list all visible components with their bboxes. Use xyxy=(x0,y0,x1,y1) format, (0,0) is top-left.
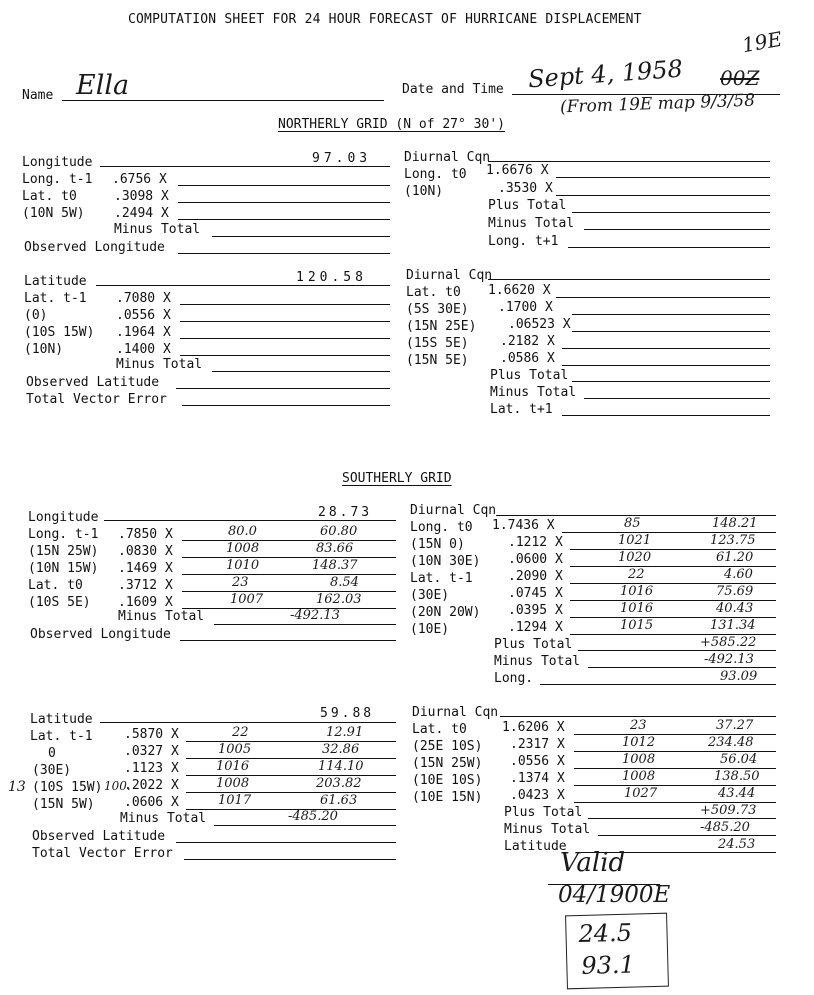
n-lat-row-1-label: (0) xyxy=(24,308,48,323)
s-lat-row-1-label: 0 xyxy=(48,746,56,761)
n-lat-observed: Observed Latitude xyxy=(26,375,160,390)
s-latd-row-0-label: Lat. t0 xyxy=(412,722,467,737)
s-latd-result: Latitude xyxy=(504,839,567,854)
name-value: Ella xyxy=(76,70,130,101)
s-latd-line-0 xyxy=(500,716,776,717)
n-lat-constant: 120.58 xyxy=(296,270,367,285)
n-lat-minus-total: Minus Total xyxy=(116,357,203,372)
s-lon-row-1-product: 83.66 xyxy=(316,541,354,556)
n-lat-error-line xyxy=(182,405,390,406)
s-latd-row-2-label: (15N 25W) xyxy=(412,756,483,771)
n-lond-result-line xyxy=(568,247,770,248)
s-lond-row-6-input: 1015 xyxy=(620,618,654,633)
s-lon-row-0-line xyxy=(182,540,396,541)
n-lon-label: Longitude xyxy=(22,155,93,170)
s-lat-line-0 xyxy=(100,722,396,723)
s-lond-row-2-product: 61.20 xyxy=(716,550,754,565)
s-lat-minus-total: Minus Total xyxy=(120,811,207,826)
s-lon-row-1-coef: .0830 X xyxy=(118,544,173,559)
sheet-title: COMPUTATION SHEET FOR 24 HOUR FORECAST OF HURRICANE DISPLACEMENT xyxy=(128,12,642,27)
s-latd-row-2-coef: .0556 X xyxy=(510,754,565,769)
s-lon-observed-line xyxy=(180,640,396,641)
s-lond-row-1-product: 123.75 xyxy=(710,533,756,548)
n-lond-plus-line xyxy=(572,212,770,213)
s-lat-row-3-label: (10S 15W) xyxy=(32,780,103,795)
n-lond-row-0-line xyxy=(556,177,770,178)
s-lon-row-1-input: 1008 xyxy=(226,541,260,556)
s-lat-row-2-product: 114.10 xyxy=(318,759,364,774)
n-latd-row-1-coef: .1700 X xyxy=(498,300,553,315)
n-latd-row-2-line xyxy=(572,331,770,332)
n-latd-row-3-label: (15S 5E) xyxy=(406,336,469,351)
n-lon-observed-line xyxy=(178,253,390,254)
n-lat-row-0-line xyxy=(180,304,390,305)
s-lat-row-0-label: Lat. t-1 xyxy=(30,729,93,744)
s-latd-result-value: 24.53 xyxy=(718,837,756,852)
s-latd-plus-line xyxy=(588,818,776,819)
s-lond-label: Diurnal Cqn xyxy=(410,503,497,518)
n-latd-line-0 xyxy=(488,279,770,280)
n-lat-line-0 xyxy=(96,285,390,286)
n-lon-constant: 97.03 xyxy=(312,151,372,166)
s-lond-row-6-product: 131.34 xyxy=(710,618,756,633)
time-correction: 19E xyxy=(740,26,784,58)
s-lon-row-0-coef: .7850 X xyxy=(118,527,173,542)
name-label: Name xyxy=(22,88,54,103)
s-latd-row-1-input: 1012 xyxy=(622,735,656,750)
date-label: Date and Time xyxy=(402,82,504,97)
time-value: 00Z xyxy=(720,66,760,90)
s-lond-plus-line xyxy=(578,650,776,651)
n-latd-row-2-coef: .06523 X xyxy=(508,317,571,332)
s-lond-row-5-input: 1016 xyxy=(620,601,654,616)
s-lat-row-2-label: (30E) xyxy=(32,763,72,778)
s-latd-row-4-coef: .0423 X xyxy=(510,788,565,803)
n-lond-minus-line xyxy=(584,229,770,230)
s-lon-row-2-product: 148.37 xyxy=(312,558,358,573)
s-lat-row-3-coef: .2022 X xyxy=(124,778,179,793)
n-lon-observed: Observed Longitude xyxy=(24,240,165,255)
n-latd-row-3-line xyxy=(562,348,770,349)
n-lond-minus-total: Minus Total xyxy=(488,216,575,231)
n-lon-minus-total: Minus Total xyxy=(114,222,201,237)
s-lond-row-1-label: (15N 0) xyxy=(410,537,465,552)
s-lond-result: Long. xyxy=(494,671,534,686)
n-lat-row-0-label: Lat. t-1 xyxy=(24,291,87,306)
s-lat-margin-100: 100. xyxy=(104,779,131,793)
s-lon-row-0-label: Long. t-1 xyxy=(28,527,99,542)
n-lat-error: Total Vector Error xyxy=(26,392,167,407)
s-lon-row-2-label: (10N 15W) xyxy=(28,561,99,576)
s-lond-row-0-product: 148.21 xyxy=(712,516,758,531)
n-latd-label: Diurnal Cqn xyxy=(406,268,493,283)
s-lon-label: Longitude xyxy=(28,510,99,525)
valid-lat: 24.5 xyxy=(578,918,633,948)
s-lon-row-1-line xyxy=(182,557,396,558)
n-lat-row-3-line xyxy=(180,355,390,356)
s-latd-row-4-product: 43.44 xyxy=(718,786,756,801)
s-lond-row-5-coef: .0395 X xyxy=(508,603,563,618)
n-latd-minus-total: Minus Total xyxy=(490,385,577,400)
n-latd-row-1-label: (5S 30E) xyxy=(406,302,469,317)
s-latd-row-0-input: 23 xyxy=(630,718,647,733)
s-latd-row-3-coef: .1374 X xyxy=(510,771,565,786)
n-lon-row-1-line xyxy=(178,202,390,203)
n-lond-row-1-label: (10N) xyxy=(404,184,444,199)
s-latd-row-0-coef: 1.6206 X xyxy=(502,720,565,735)
s-lond-row-6-label: (10E) xyxy=(410,622,450,637)
n-lond-row-0-label: Long. t0 xyxy=(404,167,467,182)
n-lond-row-0-coef: 1.6676 X xyxy=(486,163,549,178)
n-lat-row-3-label: (10N) xyxy=(24,342,64,357)
s-lat-row-0-product: 12.91 xyxy=(326,725,364,740)
n-lat-row-2-line xyxy=(180,338,390,339)
s-lon-row-2-line xyxy=(182,574,396,575)
s-lond-row-1-coef: .1212 X xyxy=(508,535,563,550)
s-lat-row-1-product: 32.86 xyxy=(322,742,360,757)
southerly-heading: SOUTHERLY GRID xyxy=(342,471,452,486)
s-lond-row-3-label: Lat. t-1 xyxy=(410,571,473,586)
n-latd-row-0-label: Lat. t0 xyxy=(406,285,461,300)
s-lon-row-3-product: 8.54 xyxy=(330,575,359,590)
s-lat-row-4-label: (15N 5W) xyxy=(32,797,95,812)
s-lat-row-4-coef: .0606 X xyxy=(124,795,179,810)
s-latd-row-2-product: 56.04 xyxy=(720,752,758,767)
valid-lon: 93.1 xyxy=(581,950,636,980)
s-latd-row-0-product: 37.27 xyxy=(716,718,754,733)
n-latd-result: Lat. t+1 xyxy=(490,402,553,417)
n-lat-minus-line xyxy=(212,371,390,372)
n-latd-minus-line xyxy=(584,398,770,399)
s-lat-observed-line xyxy=(176,842,396,843)
s-lat-row-4-product: 61.63 xyxy=(320,793,358,808)
n-latd-row-4-line xyxy=(562,365,770,366)
date-value: Sept 4, 1958 xyxy=(527,54,684,94)
n-lon-row-0-line xyxy=(178,185,390,186)
n-lond-plus-total: Plus Total xyxy=(488,198,567,213)
s-lat-minus-value: -485.20 xyxy=(288,809,338,824)
s-lond-result-line xyxy=(540,684,776,685)
s-lond-row-3-coef: .2090 X xyxy=(508,569,563,584)
s-lon-row-4-product: 162.03 xyxy=(316,592,362,607)
s-latd-row-3-label: (10E 10S) xyxy=(412,773,483,788)
s-lat-row-0-coef: .5870 X xyxy=(124,727,179,742)
n-lon-row-1-label: Lat. t0 xyxy=(22,189,77,204)
s-lond-row-2-input: 1020 xyxy=(618,550,652,565)
s-lon-constant: 28.73 xyxy=(318,505,373,520)
n-latd-row-1-line xyxy=(572,314,770,315)
s-lat-row-1-input: 1005 xyxy=(218,742,252,757)
s-lon-line-0 xyxy=(104,520,396,521)
n-lon-row-1-coef: .3098 X xyxy=(114,189,169,204)
s-lon-minus-line xyxy=(214,624,396,625)
n-lond-result: Long. t+1 xyxy=(488,234,559,249)
n-lon-row-2-label: (10N 5W) xyxy=(22,206,85,221)
s-lat-error-line xyxy=(184,859,396,860)
s-lond-row-5-product: 40.43 xyxy=(716,601,754,616)
s-lon-row-0-product: 60.80 xyxy=(320,524,358,539)
s-lon-row-3-line xyxy=(182,591,396,592)
n-latd-row-4-label: (15N 5E) xyxy=(406,353,469,368)
s-lon-row-2-coef: .1469 X xyxy=(118,561,173,576)
s-lat-observed: Observed Latitude xyxy=(32,829,166,844)
s-latd-row-4-label: (10E 15N) xyxy=(412,790,483,805)
s-lat-row-0-input: 22 xyxy=(232,725,249,740)
n-latd-row-3-coef: .2182 X xyxy=(500,334,555,349)
n-lon-row-2-line xyxy=(178,219,390,220)
n-lat-row-2-label: (10S 15W) xyxy=(24,325,95,340)
n-lon-minus-line xyxy=(212,236,390,237)
n-lon-row-0-coef: .6756 X xyxy=(112,172,167,187)
s-latd-row-3-product: 138.50 xyxy=(714,769,760,784)
s-lond-row-3-product: 4.60 xyxy=(724,567,753,582)
s-lond-plus-value: +585.22 xyxy=(700,635,757,650)
s-lat-row-3-product: 203.82 xyxy=(316,776,362,791)
n-lon-line-0 xyxy=(100,166,390,167)
s-lon-row-3-label: Lat. t0 xyxy=(28,578,83,593)
s-lond-row-4-input: 1016 xyxy=(620,584,654,599)
s-lon-row-0-input: 80.0 xyxy=(228,524,257,539)
s-lat-row-4-input: 1017 xyxy=(218,793,252,808)
s-latd-row-1-label: (25E 10S) xyxy=(412,739,483,754)
n-latd-result-line xyxy=(562,415,770,416)
s-latd-minus-total: Minus Total xyxy=(504,822,591,837)
valid-label: Valid xyxy=(560,848,626,878)
s-lond-row-1-input: 1021 xyxy=(618,533,652,548)
s-lon-row-3-coef: .3712 X xyxy=(118,578,173,593)
n-lond-row-1-coef: .3530 X xyxy=(498,181,553,196)
s-latd-minus-line xyxy=(598,835,776,836)
s-latd-label: Diurnal Cqn xyxy=(412,705,499,720)
n-lat-label: Latitude xyxy=(24,274,87,289)
source-note: (From 19E map 9/3/58 xyxy=(559,90,756,118)
n-lon-row-0-label: Long. t-1 xyxy=(22,172,93,187)
n-latd-row-0-coef: 1.6620 X xyxy=(488,283,551,298)
s-lond-row-4-label: (30E) xyxy=(410,588,450,603)
s-lat-margin-13: 13 xyxy=(8,779,26,795)
n-lond-label: Diurnal Cqn xyxy=(404,150,491,165)
s-lon-row-1-label: (15N 25W) xyxy=(28,544,99,559)
n-lat-row-3-coef: .1400 X xyxy=(116,342,171,357)
s-latd-row-1-product: 234.48 xyxy=(708,735,754,750)
s-lond-row-0-input: 85 xyxy=(624,516,641,531)
s-lond-row-4-product: 75.69 xyxy=(716,584,754,599)
s-lond-row-0-coef: 1.7436 X xyxy=(492,518,555,533)
northerly-heading: NORTHERLY GRID (N of 27° 30') xyxy=(278,117,505,132)
s-lon-minus-total: Minus Total xyxy=(118,609,205,624)
n-lond-line-0 xyxy=(488,161,770,162)
s-lond-row-6-coef: .1294 X xyxy=(508,620,563,635)
s-lon-row-4-line xyxy=(182,608,396,609)
s-lat-row-1-coef: .0327 X xyxy=(124,744,179,759)
s-lat-row-3-input: 1008 xyxy=(216,776,250,791)
s-lon-observed: Observed Longitude xyxy=(30,627,171,642)
s-lond-row-2-coef: .0600 X xyxy=(508,552,563,567)
s-lon-row-4-input: 1007 xyxy=(230,592,264,607)
n-latd-row-0-line xyxy=(556,297,770,298)
position-box xyxy=(565,913,669,990)
n-latd-plus-line xyxy=(572,381,770,382)
s-lond-row-4-coef: .0745 X xyxy=(508,586,563,601)
s-lond-plus-total: Plus Total xyxy=(494,637,573,652)
s-latd-plus-total: Plus Total xyxy=(504,805,583,820)
n-latd-row-4-coef: .0586 X xyxy=(500,351,555,366)
s-lond-row-0-label: Long. t0 xyxy=(410,520,473,535)
s-lat-minus-line xyxy=(214,825,396,826)
s-lond-row-2-label: (10N 30E) xyxy=(410,554,481,569)
s-lond-minus-total: Minus Total xyxy=(494,654,581,669)
valid-time: 04/1900E xyxy=(558,882,671,908)
s-lond-minus-line xyxy=(588,667,776,668)
s-lat-error: Total Vector Error xyxy=(32,846,173,861)
s-latd-row-4-input: 1027 xyxy=(624,786,658,801)
s-lond-minus-value: -492.13 xyxy=(704,652,754,667)
s-latd-row-1-coef: .2317 X xyxy=(510,737,565,752)
n-lat-row-1-line xyxy=(180,321,390,322)
n-latd-row-2-label: (15N 25E) xyxy=(406,319,477,334)
s-lon-minus-value: -492.13 xyxy=(290,608,340,623)
s-lond-row-5-label: (20N 20W) xyxy=(410,605,481,620)
s-latd-row-3-input: 1008 xyxy=(622,769,656,784)
s-lon-row-3-input: 23 xyxy=(232,575,249,590)
n-lat-observed-line xyxy=(176,388,390,389)
s-latd-plus-value: +509.73 xyxy=(700,803,757,818)
s-lon-row-2-input: 1010 xyxy=(226,558,260,573)
s-lat-row-2-input: 1016 xyxy=(216,759,250,774)
s-latd-minus-value: -485.20 xyxy=(700,820,750,835)
s-lon-row-4-coef: .1609 X xyxy=(118,595,173,610)
n-lat-row-0-coef: .7080 X xyxy=(116,291,171,306)
n-latd-plus-total: Plus Total xyxy=(490,368,569,383)
s-lon-row-4-label: (10S 5E) xyxy=(28,595,91,610)
s-lond-result-value: 93.09 xyxy=(720,669,758,684)
n-lond-row-1-line xyxy=(556,195,770,196)
s-lond-row-3-input: 22 xyxy=(628,567,645,582)
s-latd-row-2-input: 1008 xyxy=(622,752,656,767)
n-lon-row-2-coef: .2494 X xyxy=(114,206,169,221)
n-lat-row-1-coef: .0556 X xyxy=(116,308,171,323)
s-lat-label: Latitude xyxy=(30,712,93,727)
s-lat-row-2-coef: .1123 X xyxy=(124,761,179,776)
n-lat-row-2-coef: .1964 X xyxy=(116,325,171,340)
s-lat-constant: 59.88 xyxy=(320,706,375,721)
